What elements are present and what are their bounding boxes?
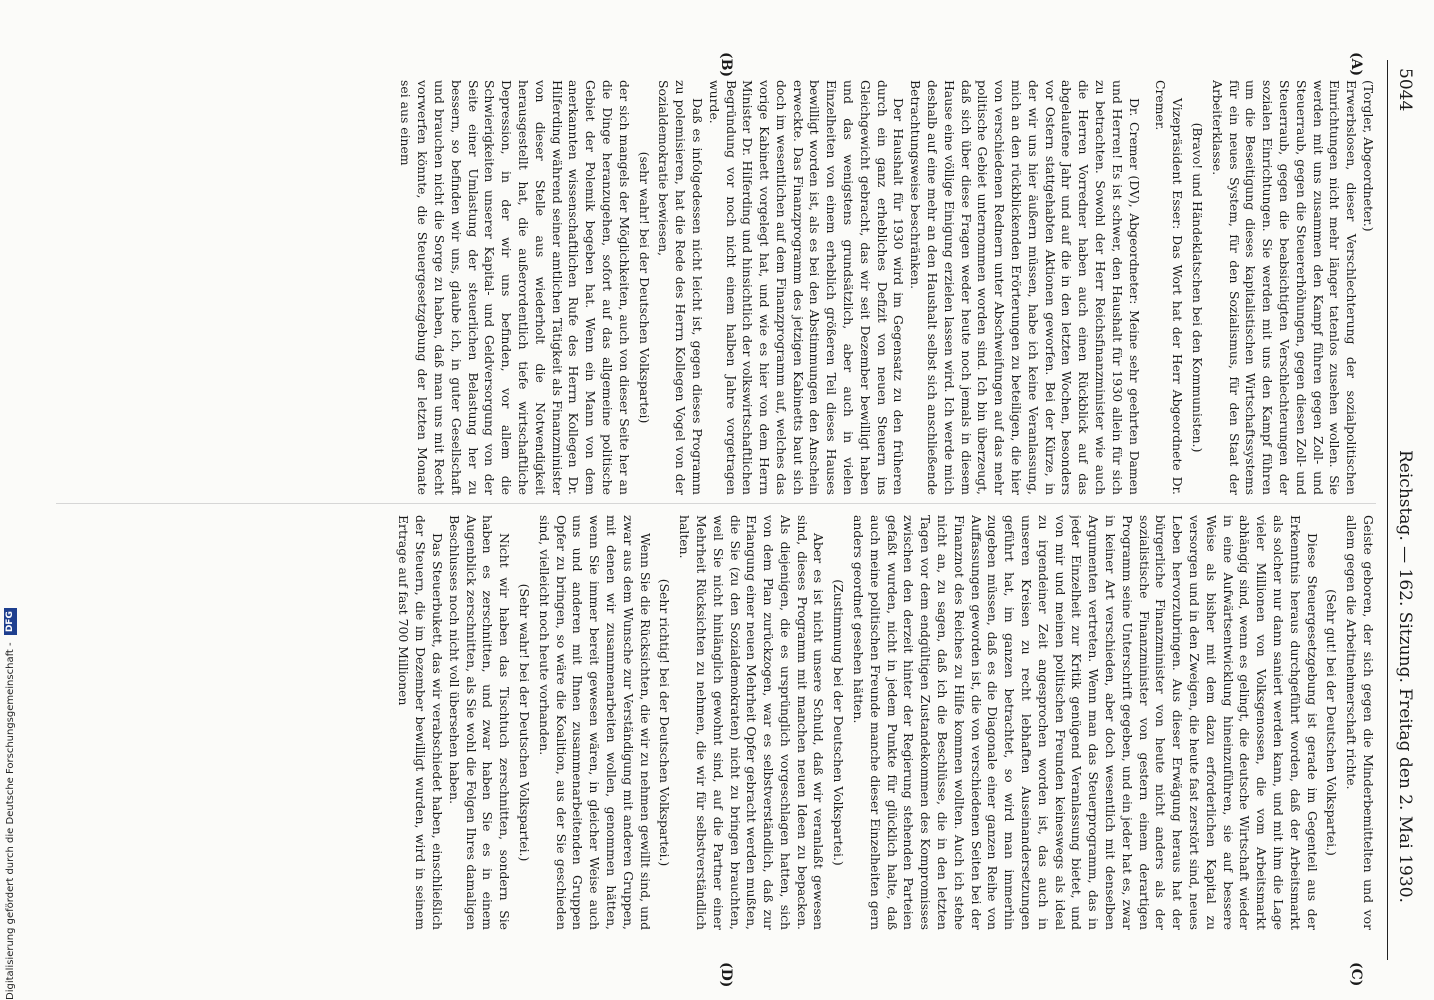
margin-mark-b: (B)	[718, 52, 734, 78]
paragraph: Das Steuerbukett, das wir verabschiedet haben, einschließlich der Steuern, die im Dezember bewilligt wurden, wird in seinem Ertrage auf fast 700 Millionen	[396, 515, 445, 930]
paragraph: Geiste geboren, der sich gegen die Minderbemittelten und vor allem gegen die Arbeitnehmerschaft richte.	[1344, 515, 1376, 930]
margin-mark-a: (A)	[1348, 52, 1364, 77]
dfg-logo: DFG	[4, 608, 17, 635]
interjection: (sehr wahr! bei der Deutschen Volkspartei)	[636, 151, 652, 424]
right-column	[56, 515, 1376, 930]
interjection: (Sehr richtig! bei der Deutschen Volkspartei.)	[657, 578, 673, 867]
interjection: (Bravo! und Händeklatschen bei den Kommunisten.)	[1190, 122, 1206, 453]
column-divider	[56, 503, 1376, 504]
interjection: (Sehr wahr! bei der Deutschen Volkspartei.)	[516, 583, 532, 862]
footer-text: Digitalisierung gefördert durch die Deutsche Forschungsgemeinschaft -	[5, 642, 16, 1000]
paragraph: Erwerbslosen, dieser Verschlechterung der sozialpolitischen Einrichtungen nicht mehr länger tatenlos zusehen wollen. Sie werden mit uns zusammen den Kampf führen gegen Zoll- und Steuerraub, gegen die Steuererhöhungen, gegen diesen Zoll- und Steuerraub, gegen die beabsichtigten Verschlechterungen der sozialen Einrichtungen. Sie werden mit uns den Kampf führen um die Beseitigung dieses kapitalistischen Wirtschaftssystems für ein neues System, für den Sozialismus, für den Staat der Arbeiterklasse.	[1209, 80, 1360, 495]
paragraph: Nicht wir haben das Tischtuch zerschnitten, sondern Sie haben es zerschnitten, und zwar haben Sie es in einem Augenblick zerschnitten, als Sie wohl die Folgen Ihres damaligen Beschlusses noch nicht voll übersehen haben.	[446, 515, 513, 930]
paragraph: Wenn Sie die Rücksichten, die wir zu nehmen gewillt sind, und zwar aus dem Wunsche zur Verständigung mit anderen Gruppen, mit denen wir zusammenarbeiten wollen, genommen hätten, wenn Sie immer bereit gewesen wären, in gleicher Weise auch uns und anderen mit Ihnen zusammenarbeitenden Gruppen Opfer zu bringen, so wäre die Koalition, aus der Sie geschieden sind, vielleicht noch heute vorhanden.	[536, 515, 653, 930]
footer-strip	[0, 605, 22, 1000]
interjection: (Zustimmung bei der Deutschen Volkspartei.)	[831, 579, 847, 866]
paragraph: Daß es infolgedessen nicht leicht ist, gegen dieses Programm zu polemisieren, hat die Rede des Herrn Kollegen Vogel von der Sozialdemokratie bewiesen,	[656, 80, 705, 495]
header-title: Reichstag. — 162. Sitzung. Freitag den 2. Mai 1930.	[1395, 450, 1415, 903]
left-column	[56, 80, 1376, 495]
margin-mark-d: (D)	[718, 962, 734, 988]
paragraph: Aber es ist nicht unsere Schuld, daß wir veranlaßt gewesen sind, dieses Programm mit manchen neuen Ideen zu bepacken. Als diejenigen, die es ursprünglich vorgeschlagen hatten, sich von dem Plan zurückzogen, war es selbstverständlich, daß zur Erlangung einer neuen Mehrheit Opfer gebracht werden mußten, die Sie (zu den Sozialdemokraten) nicht zu bringen brauchten, weil Sie nicht hinlänglich gewohnt sind, auf die Partner einer Mehrheit Rücksichten zu nehmen, die wir für selbstverständlich halten.	[677, 515, 827, 930]
paragraph: Diese Steuergesetzgebung ist gerade im Gegenteil aus der Erkenntnis heraus durchgeführt worden, daß der Arbeitsmarkt als solcher nur dann saniert werden kann, und mit ihm die Lage vieler Millionen von Volksgenossen, die vom Arbeitsmarkt abhängig sind, wenn es gelingt, die deutsche Wirtschaft wieder in eine Aufwärtsentwicklung hineinzuführen, sie auf bessere Weise als bisher mit dem dazu erforderlichen Kapital zu versorgen und in den Zweigen, die heute fast zerstört sind, neues Leben hervorzubringen. Aus dieser Erwägung heraus hat der bürgerliche Finanzminister von heute nicht anders als der sozialistische Finanzminister von gestern einem derartigen Programm seine Unterschrift gegeben, und ein jeder hat es, zwar in keiner Art verschieden, aber doch wesentlich mit denselben Argumenten vertreten. Wenn man das Steuerprogramm, das in jeder Einzelheit zur Kritik genügend Veranlassung bietet, und von mir und meinen politischen Freunden keineswegs als ideal zu irgendeiner Zeit angesprochen worden ist, das auch in unseren Kreisen zu recht lebhaften Auseinandersetzungen geführt hat, im ganzen betrachtet, so wird man immerhin zugeben müssen, daß es die Diagonale einer ganzen Reihe von Auffassungen geworden ist, die von verschiedenen Seiten bei der Finanznot des Reiches zu Hilfe kommen wollten. Auch ich stehe nicht an, zu sagen, daß ich die Beschlüsse, die in den letzten Tagen vor dem endgültigen Zustandekommen des Kompromisses zwischen den derzeit hinter der Regierung stehenden Parteien gefaßt wurden, nicht in jedem Punkte für glücklich halte, daß auch meine politischen Freunde manche dieser Einzelheiten gern anders geordnet gesehen hätten.	[851, 515, 1320, 930]
paragraph: Der Haushalt für 1930 wird im Gegensatz zu den früheren durch ein ganz erhebliches Defizit von neuen Steuern ins Gleichgewicht gebracht, das wir seit Dezember bewilligt haben und das wenigstens grundsätzlich, aber auch in vielen Einzelheiten von einem erheblich größeren Teil dieses Hauses bewilligt worden ist, als es bei den Abstimmungen den Anschein erweckte. Das Finanzprogramm des jetzigen Kabinetts baut sich doch im wesentlichen auf dem Finanzprogramm auf, welches das vorige Kabinett vorgelegt hat, und wie es hier von dem Herrn Minister Dr. Hilferding und hinsichtlich der volkswirtschaftlichen Begründung vor noch nicht einem halben Jahre vorgetragen wurde.	[706, 80, 907, 495]
page-number: 5044	[1395, 68, 1415, 112]
speaker-heading: (Torgler, Abgeordneter.)	[1361, 80, 1376, 232]
margin-mark-c: (C)	[1348, 962, 1364, 987]
paragraph: Dr. Cremer (DV), Abgeordneter: Meine sehr geehrten Damen und Herren! Es ist schwer, den Haushalt für 1930 allein für sich zu betrachten. Sowohl der Herr Reichsfinanzminister wie auch die Herren Vorredner haben auch einen Rückblick auf das abgelaufene Jahr und auf die in den letzten Wochen, besonders vor Ostern stattgehabten Aktionen geworfen. Bei der Kürze, in der wir uns hier äußern müssen, habe ich keine Veranlassung, mich an den rückblickenden Erörterungen zu beteiligen, die hier von verschiedenen Rednern unter Abschweifungen auf das mehr politische Gebiet unternommen worden sind. Ich bin überzeugt, daß sich über diese Fragen weder heute noch jemals in diesem Hause eine völlige Einigung erzielen lassen wird. Ich werde mich deshalb auf eine mehr an den Haushalt selbst sich anschließende Betrachtungsweise beschränken.	[908, 80, 1142, 495]
interjection: (Sehr gut! bei der Deutschen Volkspartei.)	[1324, 589, 1340, 856]
paragraph: der sich mangels der Möglichkeiten, auch von dieser Seite her an die Dinge heranzugehen, sofort auf das allgemeine politische Gebiet der Polemik begeben hat. Wenn ein Mann von dem anerkannten wissenschaftlichen Rufe des Herrn Kollegen Dr. Hilferding während seiner amtlichen Tätigkeit als Finanzminister von dieser Stelle aus wiederholt die Notwendigkeit herausgestellt hat, die außerordentlich tiefe wirtschaftliche Depression, in der wir uns befinden, vor allem die Schwierigkeiten unserer Kapital- und Geldversorgung von der Seite einer Umlastung der steuerlichen Belastung her zu bessern, so befinden wir uns, glaube ich, in guter Gesellschaft und brauchen nicht die Sorge zu haben, daß man uns mit Recht vorwerfen könnte, die Steuergesetzgebung der letzten Monate sei aus einem	[398, 80, 632, 495]
page-header	[1384, 60, 1426, 960]
paragraph: Vizepräsident Esser: Das Wort hat der Herr Abgeordnete Dr. Cremer.	[1153, 80, 1186, 495]
header-rule	[1387, 60, 1388, 960]
